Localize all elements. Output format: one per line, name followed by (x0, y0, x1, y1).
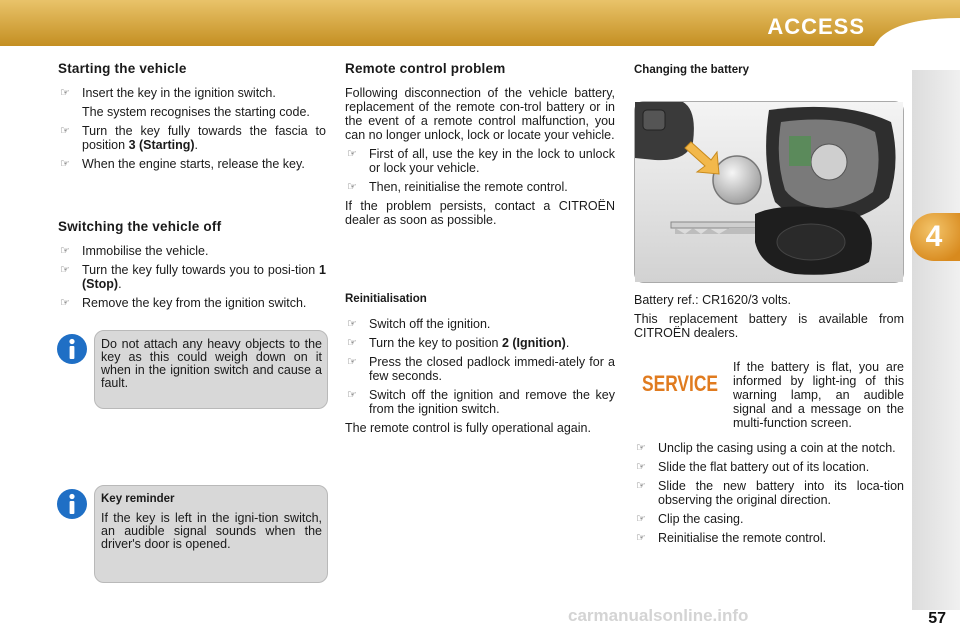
list-item: ☞ Reinitialise the remote control. (636, 531, 827, 545)
bullet-icon: ☞ (636, 532, 646, 544)
key-reminder-heading: Key reminder (101, 493, 175, 505)
page-number: 57 (928, 610, 946, 627)
battery-heading-wrap (634, 63, 904, 77)
info-icon (56, 333, 88, 365)
list-item: ☞ Press the closed padlock immedi-ately for a few seconds. (347, 355, 615, 383)
list-item: ☞ First of all, use the key in the lock to unlock or lock your vehicle. (347, 147, 615, 175)
list-item: ☞ Insert the key in the ignition switch. (60, 86, 276, 100)
list-item: ☞ Turn the key fully towards you to posi-tion 1 (Stop). (60, 263, 326, 291)
battery-availability: This replacement battery is available from CITROËN dealers. (634, 312, 904, 340)
remote-outro: If the problem persists, contact a CITROËN dealer as soon as possible. (345, 199, 615, 227)
bullet-icon: ☞ (636, 442, 646, 454)
bullet-icon: ☞ (60, 264, 70, 276)
list-item: ☞ Then, reinitialise the remote control. (347, 180, 568, 194)
chapter-number: 4 (925, 220, 943, 253)
switch-off-section (58, 220, 326, 315)
remote-battery-photo (634, 101, 904, 283)
info-box-heavy-objects (94, 330, 328, 409)
starting-list (58, 86, 326, 171)
bullet-icon: ☞ (636, 513, 646, 525)
remote-section (345, 62, 615, 232)
bullet-icon: ☞ (347, 337, 357, 349)
reinit-list (345, 317, 615, 416)
key-fob-illustration (635, 102, 903, 282)
list-item: ☞ Unclip the casing using a coin at the notch. (636, 441, 896, 455)
battery-ref: Battery ref.: CR1620/3 volts. (634, 293, 792, 307)
switch-off-heading: Switching the vehicle off (58, 219, 222, 234)
battery-info (634, 293, 904, 345)
bullet-icon: ☞ (636, 480, 646, 492)
key-reminder-text: If the key is left in the igni-tion switch, an audible signal sounds when the driver's door is opened. (101, 511, 322, 551)
remote-intro: Following disconnection of the vehicle battery, replacement of the remote con-trol battery or in the event of a remote control malfunction, you can no longer unlock, lock or locate your vehicle. (345, 86, 615, 142)
list-item: ☞ Slide the new battery into its loca-tion observing the original direction. (636, 479, 904, 507)
starting-section (58, 62, 326, 176)
bullet-icon: ☞ (60, 158, 70, 170)
bullet-icon: ☞ (347, 389, 357, 401)
battery-steps-list (634, 441, 904, 545)
list-item-note: The system recognises the starting code. (82, 105, 310, 119)
list-item: ☞ Slide the flat battery out of its location. (636, 460, 870, 474)
list-item: ☞ Clip the casing. (636, 512, 744, 526)
bullet-icon: ☞ (636, 461, 646, 473)
list-item: ☞ Switch off the ignition and remove the key from the ignition switch. (347, 388, 615, 416)
bullet-icon: ☞ (60, 87, 70, 99)
switch-off-list (58, 244, 326, 310)
header-banner (0, 0, 960, 46)
bullet-icon: ☞ (347, 181, 357, 193)
watermark: carmanualsonline.info (568, 606, 749, 625)
bullet-icon: ☞ (60, 125, 70, 137)
list-item: ☞ Remove the key from the ignition switch. (60, 296, 307, 310)
bullet-icon: ☞ (60, 297, 70, 309)
info-text: Do not attach any heavy objects to the key as this could weigh down on it when in the ignition switch and cause a fault. (101, 337, 322, 390)
section-title: ACCESS (767, 14, 865, 39)
reinit-outro: The remote control is fully operational again. (345, 421, 591, 435)
side-strip (912, 70, 960, 610)
bullet-icon: ☞ (347, 148, 357, 160)
list-item: ☞ When the engine starts, release the key. (60, 157, 305, 171)
bullet-icon: ☞ (347, 356, 357, 368)
reinit-section (345, 292, 615, 440)
bullet-icon: ☞ (347, 318, 357, 330)
remote-heading: Remote control problem (345, 61, 506, 76)
reinit-heading: Reinitialisation (345, 293, 427, 305)
bullet-icon: ☞ (60, 245, 70, 257)
list-item: ☞ Switch off the ignition. (347, 317, 491, 331)
battery-heading: Changing the battery (634, 64, 750, 76)
service-warning-text: If the battery is flat, you are informed by light-ing of this warning lamp, an audible signal and a message on the multi-function screen. (733, 360, 904, 430)
list-item: ☞ Immobilise the vehicle. (60, 244, 209, 258)
service-warning-icon (640, 367, 720, 397)
remote-list (345, 147, 615, 194)
service-label: SERVICE (642, 371, 718, 396)
battery-steps (634, 441, 904, 550)
list-item: ☞ Turn the key fully towards the fascia to position 3 (Starting). (60, 124, 326, 152)
list-item: ☞ Turn the key to position 2 (Ignition). (347, 336, 570, 350)
starting-heading: Starting the vehicle (58, 61, 187, 76)
info-box-key-reminder (94, 485, 328, 583)
info-icon (56, 488, 88, 520)
